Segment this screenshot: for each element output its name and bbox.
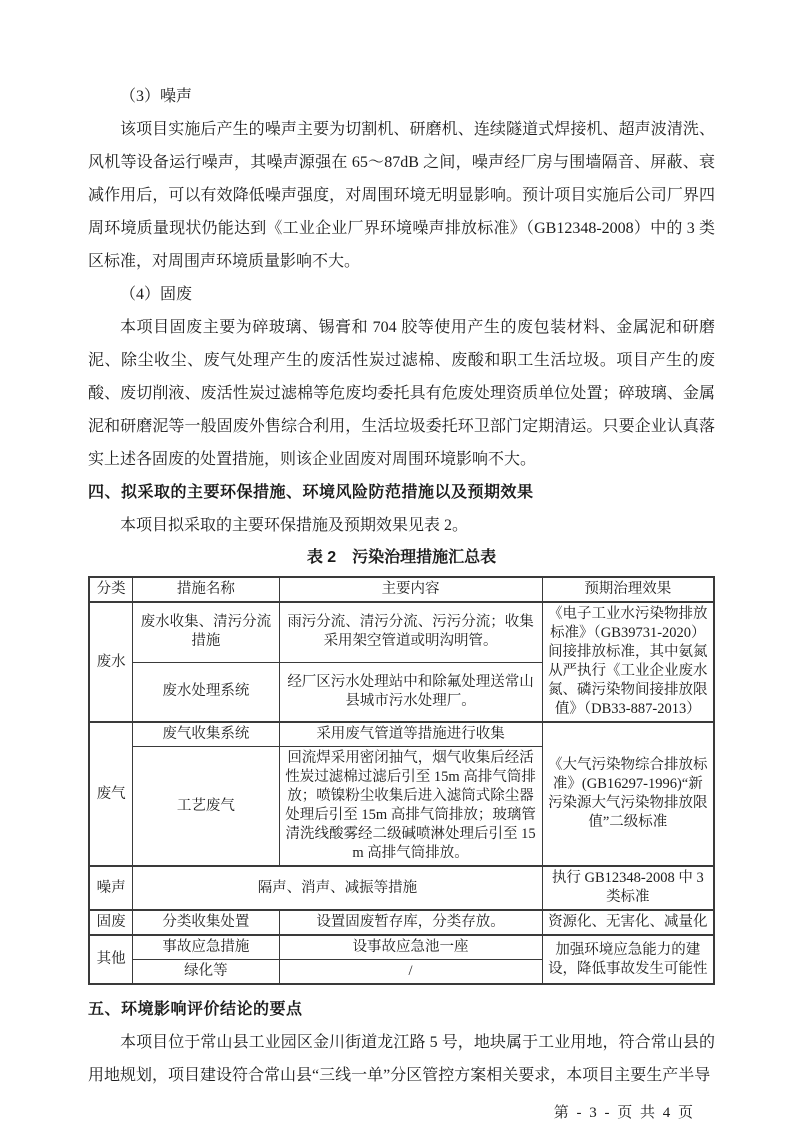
cell-other-category: 其他 bbox=[89, 935, 133, 984]
cell-solid-effect: 资源化、无害化、减量化 bbox=[542, 910, 714, 935]
table-row-wastegas-1 bbox=[89, 722, 714, 747]
cell-wastegas-content-1: 采用废气管道等措施进行收集 bbox=[279, 722, 542, 747]
table-title: 表 2 污染治理措施汇总表 bbox=[306, 549, 497, 566]
subsection-solid-waste-paragraph: 本项目固废主要为碎玻璃、锡膏和 704 胶等使用产生的废包装材料、金属泥和研磨泥、除尘收尘、废气处理产生的废活性炭过滤棉、废酸和职工生活垃圾。项目产生的废酸、废切削液、废活性炭过滤棉等危废均委托具有危废处理资质单位处置；碎玻璃、金属泥和研磨泥等一般固废外售综合利用，生活垃圾委托环卫部门定期清运。只要企业认真落实上述各固废的处置措施，则该企业固废对周围环境影响不大。 bbox=[88, 319, 715, 468]
section4-heading: 四、拟采取的主要环保措施、环境风险防范措施以及预期效果 bbox=[88, 484, 534, 501]
subsection-noise-heading: （3）噪声 bbox=[120, 88, 193, 105]
cell-solid-measure: 分类收集处置 bbox=[133, 910, 279, 935]
section5-heading: 五、环境影响评价结论的要点 bbox=[88, 1001, 303, 1018]
cell-solid-category: 固废 bbox=[89, 910, 133, 935]
cell-noise-effect: 执行 GB12348-2008 中 3 类标准 bbox=[542, 866, 714, 910]
subsection-noise-paragraph: 该项目实施后产生的噪声主要为切割机、研磨机、连续隧道式焊接机、超声波清洗、风机等设备运行噪声，其噪声源强在 65～87dB 之间，噪声经厂房与围墙隔音、屏蔽、衰减作用后，可以有效降低噪声强度，对周围环境无明显影响。预计项目实施后公司厂界四周环境质量现状仍能达到《工业企业厂界环境噪声排放标准》（GB12348-2008）中的 3 类区标准，对周围声环境质量影响不大。 bbox=[88, 121, 715, 270]
cell-wastewater-measure-1: 废水收集、清污分流措施 bbox=[133, 602, 279, 662]
pollution-control-measures-table bbox=[88, 576, 715, 985]
cell-other-measure-1: 事故应急措施 bbox=[133, 935, 279, 960]
cell-other-measure-2: 绿化等 bbox=[133, 960, 279, 985]
cell-wastewater-content-2: 经厂区污水处理站中和除氟处理送常山县城市污水处理厂。 bbox=[279, 662, 542, 722]
cell-wastegas-category: 废气 bbox=[89, 722, 133, 866]
cell-solid-content: 设置固废暂存库，分类存放。 bbox=[279, 910, 542, 935]
cell-wastegas-effect: 《大气污染物综合排放标准》(GB16297-1996)“新污染源大气污染物排放限值”二级标准 bbox=[542, 722, 714, 866]
cell-wastewater-measure-2: 废水处理系统 bbox=[133, 662, 279, 722]
cell-wastegas-content-2: 回流焊采用密闭抽气，烟气收集后经活性炭过滤棉过滤后引至 15m 高排气筒排放；喷镍粉尘收集后进入滤筒式除尘器处理后引至 15m 高排气筒排放；玻璃管清洗线酸雾经二级碱喷淋处理后引至 15m 高排气筒排放。 bbox=[279, 747, 542, 867]
table-row-noise bbox=[89, 866, 714, 910]
cell-other-content-1: 设事故应急池一座 bbox=[279, 935, 542, 960]
table-row-solid bbox=[89, 910, 714, 935]
cell-wastegas-measure-2: 工艺废气 bbox=[133, 747, 279, 867]
header-expected-effect: 预期治理效果 bbox=[542, 577, 714, 602]
header-main-content: 主要内容 bbox=[279, 577, 542, 602]
cell-wastewater-category: 废水 bbox=[89, 602, 133, 722]
cell-noise-content: 隔声、消声、减振等措施 bbox=[133, 866, 542, 910]
cell-wastewater-effect: 《电子工业水污染物排放标准》（GB39731-2020）间接排放标准，其中氨氮从严执行《工业企业废水氮、磷污染物间接排放限值》（DB33-887-2013） bbox=[542, 602, 714, 722]
table-header-row bbox=[89, 577, 714, 602]
section4-intro-paragraph: 本项目拟采取的主要环保措施及预期效果见表 2。 bbox=[120, 517, 469, 534]
table-row-wastewater-1 bbox=[89, 602, 714, 662]
page-number-footer: 第 - 3 - 页 共 4 页 bbox=[553, 1105, 695, 1121]
cell-wastewater-content-1: 雨污分流、清污分流、污污分流；收集采用架空管道或明沟明管。 bbox=[279, 602, 542, 662]
cell-wastegas-measure-1: 废气收集系统 bbox=[133, 722, 279, 747]
header-category: 分类 bbox=[89, 577, 133, 602]
subsection-solid-waste-heading: （4）固废 bbox=[120, 286, 193, 303]
cell-other-content-2: / bbox=[279, 960, 542, 985]
cell-noise-category: 噪声 bbox=[89, 866, 133, 910]
header-measure-name: 措施名称 bbox=[133, 577, 279, 602]
table-row-other-1 bbox=[89, 935, 714, 960]
cell-other-effect: 加强环境应急能力的建设，降低事故发生可能性 bbox=[542, 935, 714, 984]
section5-paragraph: 本项目位于常山县工业园区金川街道龙江路 5 号，地块属于工业用地，符合常山县的用地规划，项目建设符合常山县“三线一单”分区管控方案相关要求，本项目主要生产半导 bbox=[88, 1034, 715, 1084]
